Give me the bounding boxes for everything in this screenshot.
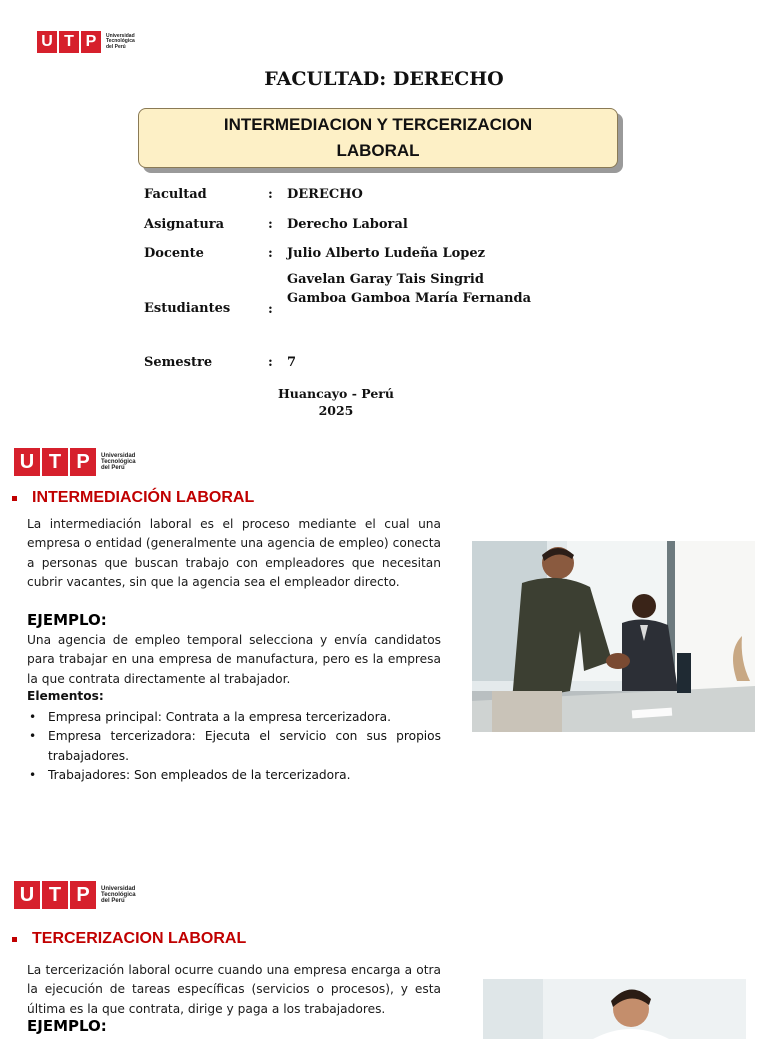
faculty-title: FACULTAD: DERECHO <box>264 68 504 90</box>
section-heading-intermediacion: INTERMEDIACIÓN LABORAL <box>32 489 255 506</box>
city: Huancayo - Perú <box>278 386 394 401</box>
section-heading-tercerizacion: TERCERIZACION LABORAL <box>32 930 247 947</box>
logo-letter-t: T <box>42 448 68 476</box>
list-item: • Trabajadores: Son empleados de la tercerizadora. <box>27 766 441 785</box>
logo-letter-p: P <box>70 881 96 909</box>
example-title-2: EJEMPLO: <box>27 1017 107 1035</box>
info-value-student-1: Gavelan Garay Tais Singrid <box>287 272 484 287</box>
info-value-docente: Julio Alberto Ludeña Lopez <box>287 246 486 261</box>
logo-letter-u: U <box>14 881 40 909</box>
logo-letter-t: T <box>59 31 79 53</box>
logo-caption: Universidad Tecnológica del Perú <box>101 885 136 905</box>
info-colon: : <box>268 302 273 317</box>
logo-letter-u: U <box>37 31 57 53</box>
logo-caption: Universidad Tecnológica del Perú <box>101 452 136 472</box>
course-title: INTERMEDIACION Y TERCERIZACION LABORAL <box>223 115 533 160</box>
info-value-asignatura: Derecho Laboral <box>287 217 408 232</box>
course-title-box <box>138 108 618 168</box>
office-worker-photo <box>483 979 746 1039</box>
year: 2025 <box>318 403 354 418</box>
logo-caption: Universidad Tecnológica del Perú <box>106 33 135 50</box>
elements-list <box>27 708 441 786</box>
example-text: Una agencia de empleo temporal selecciona y envía candidatos para trabajar en una empresa de manufactura, pero es la empresa la que contrata directamente al trabajador. <box>27 633 441 686</box>
info-label-facultad: Facultad <box>144 187 207 202</box>
logo-letter-t: T <box>42 881 68 909</box>
elements-title: Elementos: <box>27 689 104 703</box>
logo-letter-u: U <box>14 448 40 476</box>
info-label-asignatura: Asignatura <box>144 217 225 232</box>
info-label-semestre: Semestre <box>144 355 213 370</box>
info-value-facultad: DERECHO <box>287 187 363 202</box>
example-title: EJEMPLO: <box>27 611 107 629</box>
handshake-illustration <box>472 541 755 732</box>
info-colon: : <box>268 355 273 370</box>
logo-letter-p: P <box>70 448 96 476</box>
paragraph-tercerizacion: La tercerización laboral ocurre cuando una empresa encarga a otra la ejecución de tareas específicas (servicios o procesos), y esta última es la que contrata, dirige y paga a los trabajadores. <box>27 963 441 1016</box>
list-item: • Empresa principal: Contrata a la empresa tercerizadora. <box>27 708 441 727</box>
info-label-estudiantes: Estudiantes <box>144 301 231 316</box>
logo-letter-p: P <box>81 31 101 53</box>
info-value-student-2: Gamboa Gamboa María Fernanda <box>287 291 532 306</box>
section-bullet <box>12 937 17 942</box>
office-worker-illustration <box>483 979 746 1039</box>
paragraph-intermediacion: La intermediación laboral es el proceso mediante el cual una empresa o entidad (generalmente una agencia de empleo) conecta a personas que buscan trabajo con empleadores que necesitan cubrir vacantes, sin que la agencia sea el empleador directo. <box>27 517 441 590</box>
utp-logo <box>14 448 136 476</box>
info-value-semestre: 7 <box>287 355 297 370</box>
info-label-docente: Docente <box>144 246 204 261</box>
utp-logo <box>37 31 135 53</box>
info-colon: : <box>268 246 273 261</box>
utp-logo <box>14 881 136 909</box>
info-colon: : <box>268 217 273 232</box>
list-item: • Empresa tercerizadora: Ejecuta el servicio con sus propios trabajadores. <box>27 727 441 766</box>
handshake-photo <box>472 541 755 732</box>
info-colon: : <box>268 187 273 202</box>
section-bullet <box>12 496 17 501</box>
